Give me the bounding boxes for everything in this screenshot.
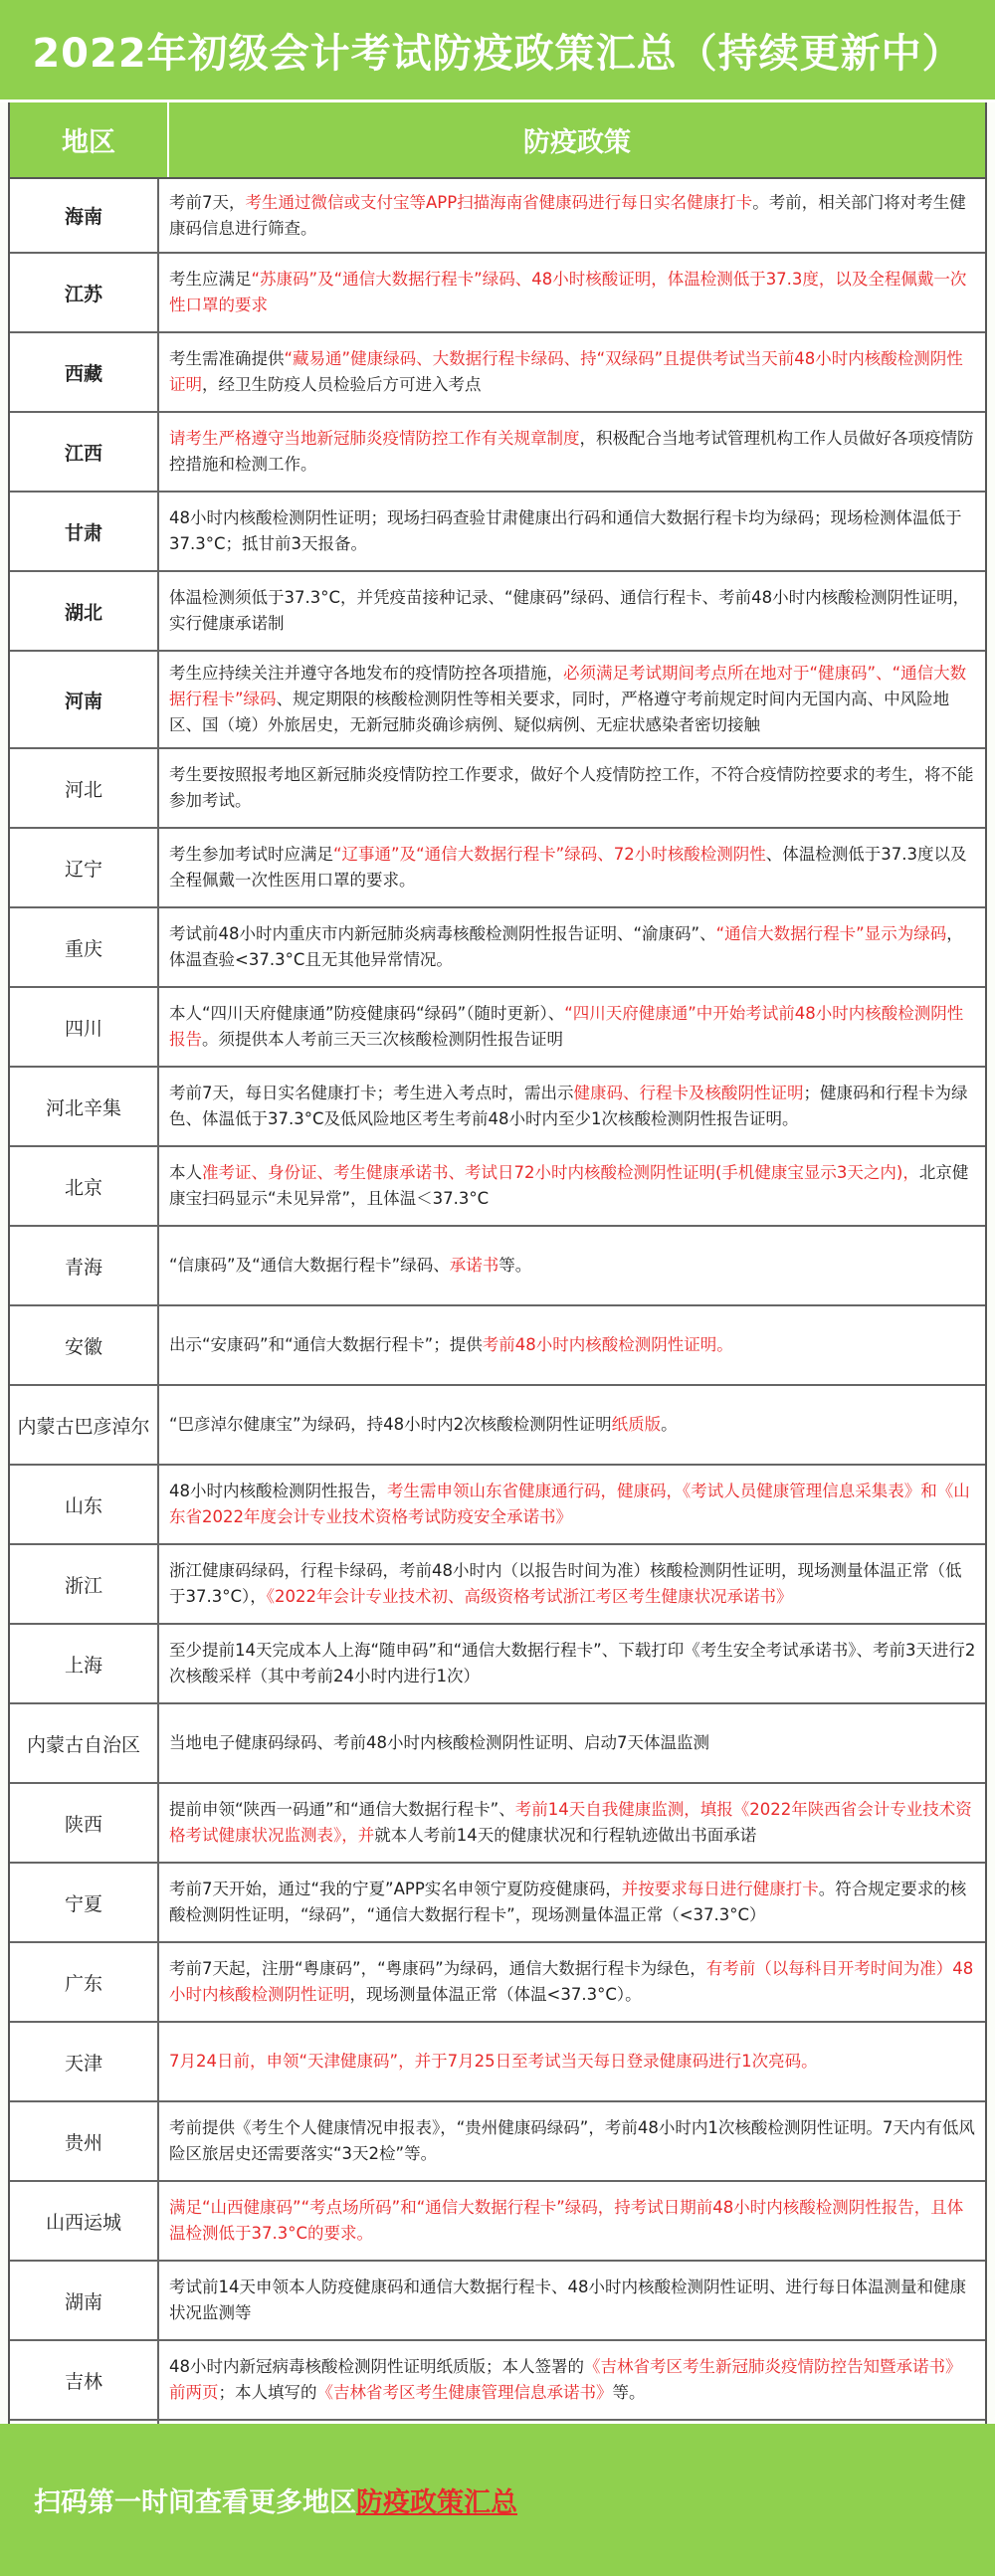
policy-highlight-text: 请考生严格遵守当地新冠肺炎疫情防控工作有关规章制度 [169,429,580,448]
policy-text: 考生需准确提供 [169,349,285,368]
policy-text: 。符合规定要求的核酸检测阴性证明，“绿码”，“通信大数据行程卡”，现场测量体温正常（<37.3°C） [169,1880,967,1924]
policy-text: 浙江健康码绿码，行程卡绿码，考前48小时内（以报告时间为准）核酸检测阴性证明，现场测量体温正常（低于37.3°C）， [169,1561,962,1606]
policy-highlight-text: 考生需申领山东省健康通行码，健康码，《考试人员健康管理信息采集表》和《山东省2022年度会计专业技术资格考试防疫安全承诺书》 [169,1482,970,1526]
table-row [10,1545,985,1625]
policy-text: 48小时内核酸检测阴性证明；现场扫码查验甘肃健康出行码和通信大数据行程卡均为绿码；现场检测体温低于37.3°C；抵甘前3天报备。 [169,508,962,553]
policy-text: 本人 [169,1163,202,1182]
policy-cell [159,1466,985,1543]
policy-cell [159,908,985,986]
header-region: 地区 [10,102,169,177]
policy-highlight-text: “四川天府健康通”中开始考试前48小时内核酸检测阴性报告 [169,1004,964,1049]
footer-prefix: 扫码第一时间查看更多地区 [34,2487,356,2518]
region-cell: 河北辛集 [10,1068,159,1145]
region-cell: 湖南 [10,2262,159,2339]
policy-highlight-text: “藏易通”健康绿码、大数据行程卡绿码、持“双绿码”且提供考试当天前48小时内核酸检测阴性证明 [169,349,963,394]
table-row [10,652,985,749]
policy-cell [159,333,985,411]
table-row [10,1784,985,1864]
policy-cell [159,1625,985,1702]
policy-highlight-text: “通信大数据行程卡”显示为绿码 [715,924,947,943]
policy-cell [159,2341,985,2419]
policy-text: 考前7天， [169,192,246,212]
policy-text: 考生应满足 [169,270,252,289]
table-row [10,2262,985,2341]
header-policy: 防疫政策 [523,127,631,158]
table-row [10,829,985,908]
policy-text: 就本人考前14天的健康状况和行程轨迹做出书面承诺 [374,1826,757,1845]
table-row [10,2341,985,2421]
table-row [10,2182,985,2262]
policy-text: ，体温查验<37.3°C且无其他异常情况。 [169,924,963,969]
region-cell: 北京 [10,1147,159,1225]
policy-cell [159,1864,985,1941]
policy-table [8,102,987,2500]
policy-highlight-text: 《吉林省考区考生新冠肺炎疫情防控告知暨承诺书》前两页 [169,2357,962,2402]
table-row [10,1227,985,1306]
table-row [10,413,985,493]
footer-text [34,2480,517,2519]
region-cell: 山东 [10,1466,159,1543]
table-row [10,493,985,572]
region-cell: 贵州 [10,2102,159,2180]
table-row [10,2102,985,2182]
region-cell: 湖北 [10,572,159,650]
policy-cell [159,493,985,570]
policy-text: 考前7天，每日实名健康打卡；考生进入考点时，需出示 [169,1084,574,1102]
policy-highlight-text: 考前14天自我健康监测，填报《2022年陕西省会计专业技术资格考试健康状况监测表》，并 [169,1800,972,1845]
footer-highlight-link[interactable]: 防疫政策汇总 [356,2487,517,2518]
table-row [10,179,985,254]
policy-text: 等。 [612,2383,646,2402]
policy-text: 北京健康宝扫码显示“未见异常”，且体温＜37.3°C [169,1163,969,1208]
policy-highlight-text: 健康码、行程卡及核酸阴性证明 [573,1084,804,1102]
policy-text: 、规定期限的核酸检测阴性等相关要求，同时，严格遵守考前规定时间内无国内高、中风险地区、国（境）外旅居史，无新冠肺炎确诊病例、疑似病例、无症状感染者密切接触 [169,690,950,734]
table-row [10,749,985,829]
table-row [10,572,985,652]
policy-text: 考前7天起，注册“粤康码”，“粤康码”为绿码，通信大数据行程卡为绿色， [169,1959,706,1978]
policy-highlight-text: “辽事通”及“通信大数据行程卡”绿码、72小时核酸检测阴性 [333,845,766,864]
policy-cell [159,572,985,650]
policy-highlight-text: 满足“山西健康码”“考点场所码”和“通信大数据行程卡”绿码，持考试日期前48小时内核酸检测阴性报告，且体温检测低于37.3°C的要求。 [169,2198,964,2243]
policy-text: 提前申领“陕西一码通”和“通信大数据行程卡”、 [169,1800,515,1819]
region-cell: 海南 [10,179,159,252]
policy-text: 考试前48小时内重庆市内新冠肺炎病毒核酸检测阴性报告证明、“渝康码”、 [169,924,716,943]
region-cell: 河北 [10,749,159,827]
region-cell: 浙江 [10,1545,159,1623]
policy-text: 考前7天开始，通过“我的宁夏”APP实名申领宁夏防疫健康码， [169,1880,622,1898]
region-cell: 内蒙古自治区 [10,1704,159,1782]
policy-cell [159,2262,985,2339]
policy-text: 。考前，相关部门将对考生健康码信息进行筛查。 [169,192,966,238]
table-row [10,2023,985,2102]
policy-text: 考前提供《考生个人健康情况申报表》，“贵州健康码绿码”，考前48小时内1次核酸检测阴性证明。7天内有低风险区旅居史还需要落实“3天2检”等。 [169,2118,975,2163]
region-cell: 辽宁 [10,829,159,906]
policy-cell [159,1943,985,2021]
region-cell: 广东 [10,1943,159,2021]
table-body [10,179,985,2500]
policy-text: ，现场测量体温正常（体温<37.3°C）。 [349,1985,642,2004]
policy-text: 。 [661,1415,678,1434]
policy-cell [159,254,985,331]
policy-cell [159,1147,985,1225]
policy-text: 48小时内新冠病毒核酸检测阴性证明纸质版；本人签署的 [169,2357,584,2376]
policy-text: 考生应持续关注并遵守各地发布的疫情防控各项措施， [169,664,563,683]
policy-cell [159,2102,985,2180]
policy-highlight-text: 有考前（以每科目开考时间为准）48小时内核酸检测阴性证明 [169,1959,974,2004]
policy-highlight-text: 纸质版 [611,1415,662,1434]
region-cell: 内蒙古巴彦淖尔 [10,1386,159,1464]
policy-text: 考试前14天申领本人防疫健康码和通信大数据行程卡、48小时内核酸检测阴性证明、进行每日体温测量和健康状况监测等 [169,2278,966,2322]
policy-text: 体温检测须低于37.3°C，并凭疫苗接种记录、“健康码”绿码、通信行程卡、考前48小时内核酸检测阴性证明，实行健康承诺制 [169,588,970,633]
table-row [10,988,985,1068]
table-row [10,1306,985,1386]
policy-text: 48小时内核酸检测阴性报告， [169,1482,387,1500]
table-row [10,1943,985,2023]
policy-highlight-text: 《2022年会计专业技术初、高级资格考试浙江考区考生健康状况承诺书》 [266,1587,793,1606]
policy-cell [159,652,985,747]
policy-text: 出示“安康码”和“通信大数据行程卡”；提供 [169,1335,483,1354]
table-row [10,1704,985,1784]
region-cell: 天津 [10,2023,159,2100]
policy-highlight-text: 并按要求每日进行健康打卡 [621,1880,819,1898]
policy-highlight-text: 必须满足考试期间考点所在地对于“健康码”、“通信大数据行程卡”绿码 [169,664,967,708]
policy-cell [159,1386,985,1464]
policy-text: 考生要按照报考地区新冠肺炎疫情防控工作要求，做好个人疫情防控工作，不符合疫情防控要求的考生，将不能参加考试。 [169,765,974,810]
region-cell: 上海 [10,1625,159,1702]
table-row [10,254,985,333]
table-row [10,908,985,988]
table-row [10,333,985,413]
policy-highlight-text: 7月24日前，申领“天津健康码”，并于7月25日至考试当天每日登录健康码进行1次亮码。 [169,2052,818,2071]
policy-text: ，积极配合当地考试管理机构工作人员做好各项疫情防控措施和检测工作。 [169,429,974,474]
region-cell: 吉林 [10,2341,159,2419]
policy-text: “巴彦淖尔健康宝”为绿码，持48小时内2次核酸检测阴性证明 [169,1415,612,1434]
table-row [10,1864,985,1943]
policy-cell [159,2182,985,2260]
table-row [10,1466,985,1545]
policy-cell [159,988,985,1066]
policy-cell [159,749,985,827]
policy-cell [159,1227,985,1304]
table-header [10,102,985,179]
policy-cell [159,829,985,906]
region-cell: 江苏 [10,254,159,331]
policy-cell [159,413,985,491]
policy-cell [159,179,985,252]
policy-cell [159,1545,985,1623]
table-row [10,1625,985,1704]
region-cell: 西藏 [10,333,159,411]
policy-cell [159,1784,985,1862]
region-cell: 山西运城 [10,2182,159,2260]
policy-highlight-text: 准考证、身份证、考生健康承诺书、考试日72小时内核酸检测阴性证明(手机健康宝显示3天之内)， [202,1163,919,1182]
policy-cell [159,1306,985,1384]
policy-text: 至少提前14天完成本人上海“随申码”和“通信大数据行程卡”、下载打印《考生安全考试承诺书》、考前3天进行2次核酸采样（其中考前24小时内进行1次） [169,1641,976,1685]
policy-text: ，经卫生防疫人员检验后方可进入考点 [202,375,482,394]
policy-highlight-text: 考前48小时内核酸检测阴性证明。 [482,1335,733,1354]
policy-cell [159,1704,985,1782]
policy-text: ；健康码和行程卡为绿色、体温低于37.3°C及低风险地区考生考前48小时内至少1次核酸检测阴性报告证明。 [169,1084,968,1128]
region-cell: 四川 [10,988,159,1066]
policy-cell [159,2023,985,2100]
region-cell: 重庆 [10,908,159,986]
region-cell: 陕西 [10,1784,159,1862]
table-row [10,1386,985,1466]
region-cell: 安徽 [10,1306,159,1384]
page-title: 2022年初级会计考试防疫政策汇总（持续更新中） [0,0,995,102]
policy-text: ；本人填写的 [218,2383,317,2402]
policy-text: 等。 [498,1256,532,1275]
region-cell: 甘肃 [10,493,159,570]
policy-cell [159,1068,985,1145]
table-row [10,1068,985,1147]
policy-text: 考生参加考试时应满足 [169,845,333,864]
table-row [10,1147,985,1227]
region-cell: 河南 [10,652,159,747]
region-cell: 青海 [10,1227,159,1304]
policy-highlight-text: 考生通过微信或支付宝等APP扫描海南省健康码进行每日实名健康打卡 [245,192,753,212]
policy-text: 当地电子健康码绿码、考前48小时内核酸检测阴性证明、启动7天体温监测 [169,1733,709,1752]
footer-banner [0,2424,995,2576]
policy-text: 、体温检测低于37.3度以及全程佩戴一次性医用口罩的要求。 [169,845,967,890]
policy-highlight-text: 《吉林省考区考生健康管理信息承诺书》 [316,2383,613,2402]
policy-text: 本人“四川天府健康通”防疫健康码“绿码”（随时更新）、 [169,1004,565,1023]
policy-text: 。须提供本人考前三天三次核酸检测阴性报告证明 [202,1030,563,1049]
policy-highlight-text: “苏康码”及“通信大数据行程卡”绿码、48小时核酸证明，体温检测低于37.3度，以及全程佩戴一次性口罩的要求 [169,270,967,314]
region-cell: 宁夏 [10,1864,159,1941]
policy-text: “信康码”及“通信大数据行程卡”绿码、 [169,1256,450,1275]
region-cell: 江西 [10,413,159,491]
policy-highlight-text: 承诺书 [449,1256,499,1275]
